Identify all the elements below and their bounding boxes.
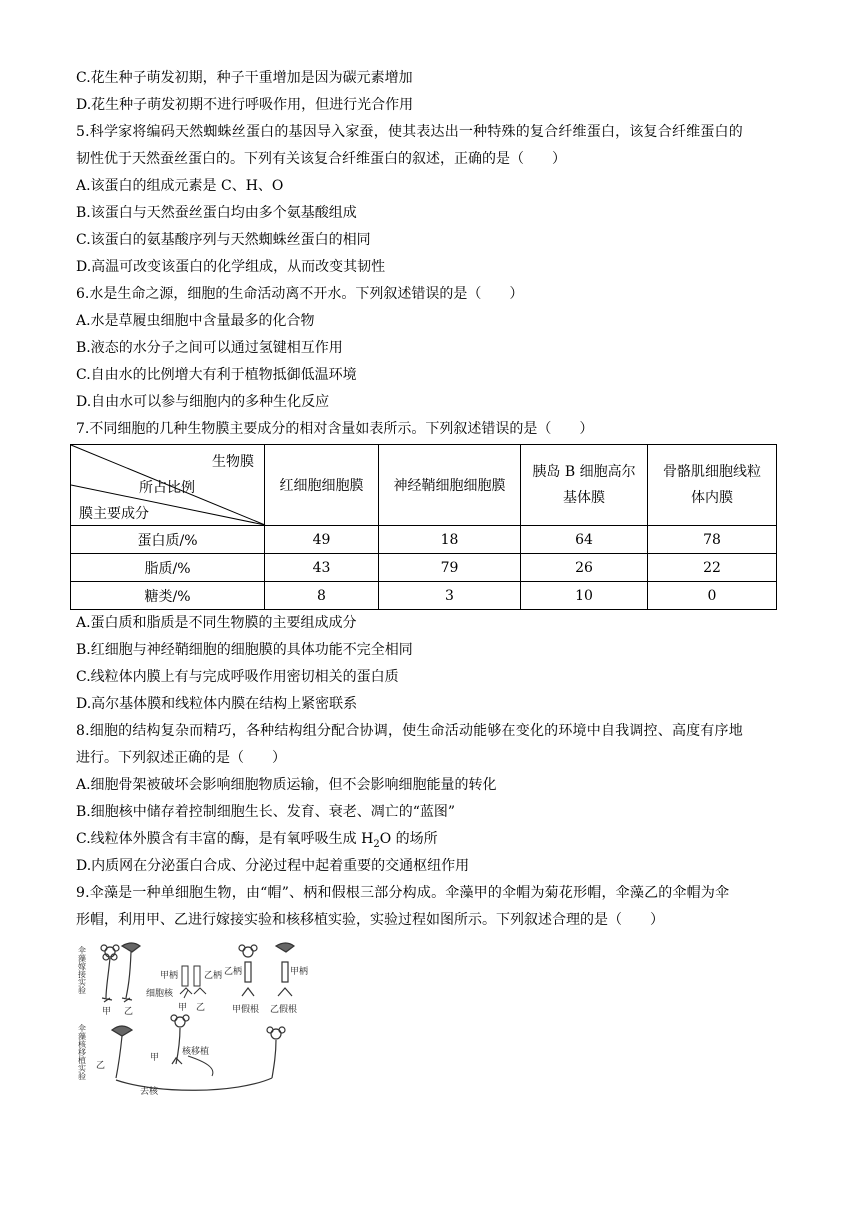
corner-label-component: 膜主要成分: [79, 506, 149, 522]
question-9-stem-cont: 形帽，利用甲、乙进行嫁接实验和核移植实验，实验过程如图所示。下列叙述合理的是（ ）: [76, 912, 664, 928]
option-5a: A.该蛋白的组成元素是 C、H、O: [76, 178, 284, 194]
col-header-mito-l2: 体内膜: [691, 490, 733, 506]
col-header-golgi: [521, 445, 648, 526]
question-5-stem-cont: 韧性优于天然蚕丝蛋白的。下列有关该复合纤维蛋白的叙述，正确的是（ ）: [76, 151, 566, 167]
col-header-mito-l1: 骨骼肌细胞线粒: [663, 464, 761, 480]
table-cell: 78: [648, 526, 777, 554]
figure-label-jia-3: 甲: [150, 1053, 160, 1063]
nuclear-result: [267, 1027, 285, 1078]
question-8-stem-cont: 进行。下列叙述正确的是（ ）: [76, 750, 286, 766]
option-6a: A.水是草履虫细胞中含量最多的化合物: [76, 313, 315, 329]
table-cell: 79: [379, 554, 521, 582]
option-8c-text-end: O 的场所: [379, 831, 438, 847]
col-header-mito: [648, 445, 777, 526]
question-5-stem: 5.科学家将编码天然蜘蛛丝蛋白的基因导入家蚕，使其表达出一种特殊的复合纤维蛋白，该复合纤维蛋白的: [76, 124, 743, 140]
figure-label-yi-bing-2: 乙柄: [224, 967, 243, 977]
option-7b: B.红细胞与神经鞘细胞的细胞膜的具体功能不完全相同: [76, 642, 413, 658]
table-cell: 43: [265, 554, 379, 582]
option-6d: D.自由水可以参与细胞内的多种生化反应: [76, 394, 330, 410]
option-8c-text: C.线粒体外膜含有丰富的酶，是有氧呼吸生成 H: [76, 831, 374, 847]
table-cell: 22: [648, 554, 777, 582]
rhizoid-yi: [194, 988, 206, 994]
option-7d: D.高尔基体膜和线粒体内膜在结构上紧密联系: [76, 696, 358, 712]
corner-label-proportion: 所占比例: [139, 480, 195, 496]
figure-label-yi-bing-1: 乙柄: [204, 971, 223, 981]
question-7-stem: 7.不同细胞的几种生物膜主要成分的相对含量如表所示。下列叙述错误的是（ ）: [76, 421, 594, 437]
table-cell: 10: [521, 582, 648, 610]
stalk-piece-jia: [182, 966, 188, 986]
figure-label-yi-jiagen: 乙假根: [270, 1005, 298, 1015]
figure-label-yi-2: 乙: [196, 1003, 206, 1013]
table-corner-cell: [71, 445, 265, 526]
option-5d: D.高温可改变该蛋白的化学组成，从而改变其韧性: [76, 259, 386, 275]
table-cell: 8: [265, 582, 379, 610]
option-8d: D.内质网在分泌蛋白合成、分泌过程中起着重要的交通枢纽作用: [76, 858, 470, 874]
option-8b: B.细胞核中储存着控制细胞生长、发育、衰老、凋亡的“蓝图”: [76, 804, 456, 820]
option-6b: B.液态的水分子之间可以通过氢键相互作用: [76, 340, 343, 356]
corner-label-membrane: 生物膜: [212, 454, 254, 470]
option-8c: [76, 830, 438, 854]
figure-label-nucleus: 细胞核: [146, 989, 174, 999]
figure-label-jia-bing-2: 甲柄: [290, 967, 309, 977]
membrane-composition-table: [70, 444, 777, 610]
figure-label-yi-1: 乙: [124, 1007, 134, 1017]
nuclear-cell-yi: [112, 1026, 132, 1078]
graft-cap-jia: [101, 945, 119, 1002]
col-header-golgi-l2: 基体膜: [563, 490, 605, 506]
question-9-stem: 9.伞藻是一种单细胞生物，由“帽”、柄和假根三部分构成。伞藻甲的伞帽为菊花形帽，伞藻乙的伞帽为伞: [76, 885, 730, 901]
row-label: 糖类/%: [71, 582, 265, 610]
option-8c-subscript: 2: [373, 838, 380, 850]
acetabularia-experiment-figure: [76, 938, 309, 1098]
figure-label-graft: 伞藻嫁接实验: [77, 946, 87, 994]
option-6c: C.自由水的比例增大有利于植物抵御低温环境: [76, 367, 357, 383]
table-row-protein: [71, 526, 777, 554]
col-header-rbc: 红细胞细胞膜: [265, 445, 379, 526]
stalk-piece-yi: [194, 966, 200, 986]
figure-label-nuclear: 伞藻核移植实验: [77, 1024, 87, 1080]
figure-label-jia-bing-1: 甲柄: [160, 971, 179, 981]
col-header-golgi-l1: 胰岛 B 细胞高尔: [532, 464, 636, 480]
figure-label-jia-1: 甲: [102, 1007, 112, 1017]
option-5c: C.该蛋白的氨基酸序列与天然蜘蛛丝蛋白的相同: [76, 232, 371, 248]
table-cell: 18: [379, 526, 521, 554]
question-8-stem: 8.细胞的结构复杂而精巧，各种结构组分配合协调，使生命活动能够在变化的环境中自我调控、高度有序地: [76, 723, 743, 739]
figure-label-qu-he: 去核: [140, 1087, 159, 1097]
transfer-arrow-2: [188, 1056, 213, 1076]
figure-label-he-yizhi: 核移植: [182, 1047, 210, 1057]
table-cell: 26: [521, 554, 648, 582]
line-q4d: D.花生种子萌发初期不进行呼吸作用，但进行光合作用: [76, 97, 414, 113]
table-cell: 3: [379, 582, 521, 610]
graft-cap-yi: [122, 943, 140, 1002]
row-label: 蛋白质/%: [71, 526, 265, 554]
rhizoid-jia: [180, 988, 192, 998]
table-cell: 49: [265, 526, 379, 554]
option-5b: B.该蛋白与天然蚕丝蛋白均由多个氨基酸组成: [76, 205, 357, 221]
option-7c: C.线粒体内膜上有与完成呼吸作用密切相关的蛋白质: [76, 669, 399, 685]
line-q4c: C.花生种子萌发初期，种子干重增加是因为碳元素增加: [76, 70, 413, 86]
figure-label-yi-3: 乙: [96, 1061, 106, 1071]
option-8a: A.细胞骨架被破坏会影响细胞物质运输，但不会影响细胞能量的转化: [76, 777, 497, 793]
row-label: 脂质/%: [71, 554, 265, 582]
table-cell: 0: [648, 582, 777, 610]
col-header-schwann: 神经鞘细胞细胞膜: [379, 445, 521, 526]
question-6-stem: 6.水是生命之源，细胞的生命活动离不开水。下列叙述错误的是（ ）: [76, 286, 524, 302]
table-cell: 64: [521, 526, 648, 554]
figure-label-jia-jiagen: 甲假根: [232, 1005, 260, 1015]
table-row-lipid: [71, 554, 777, 582]
figure-label-jia-2: 甲: [178, 1003, 188, 1013]
table-row-sugar: [71, 582, 777, 610]
option-7a: A.蛋白质和脂质是不同生物膜的主要组成成分: [76, 615, 357, 631]
